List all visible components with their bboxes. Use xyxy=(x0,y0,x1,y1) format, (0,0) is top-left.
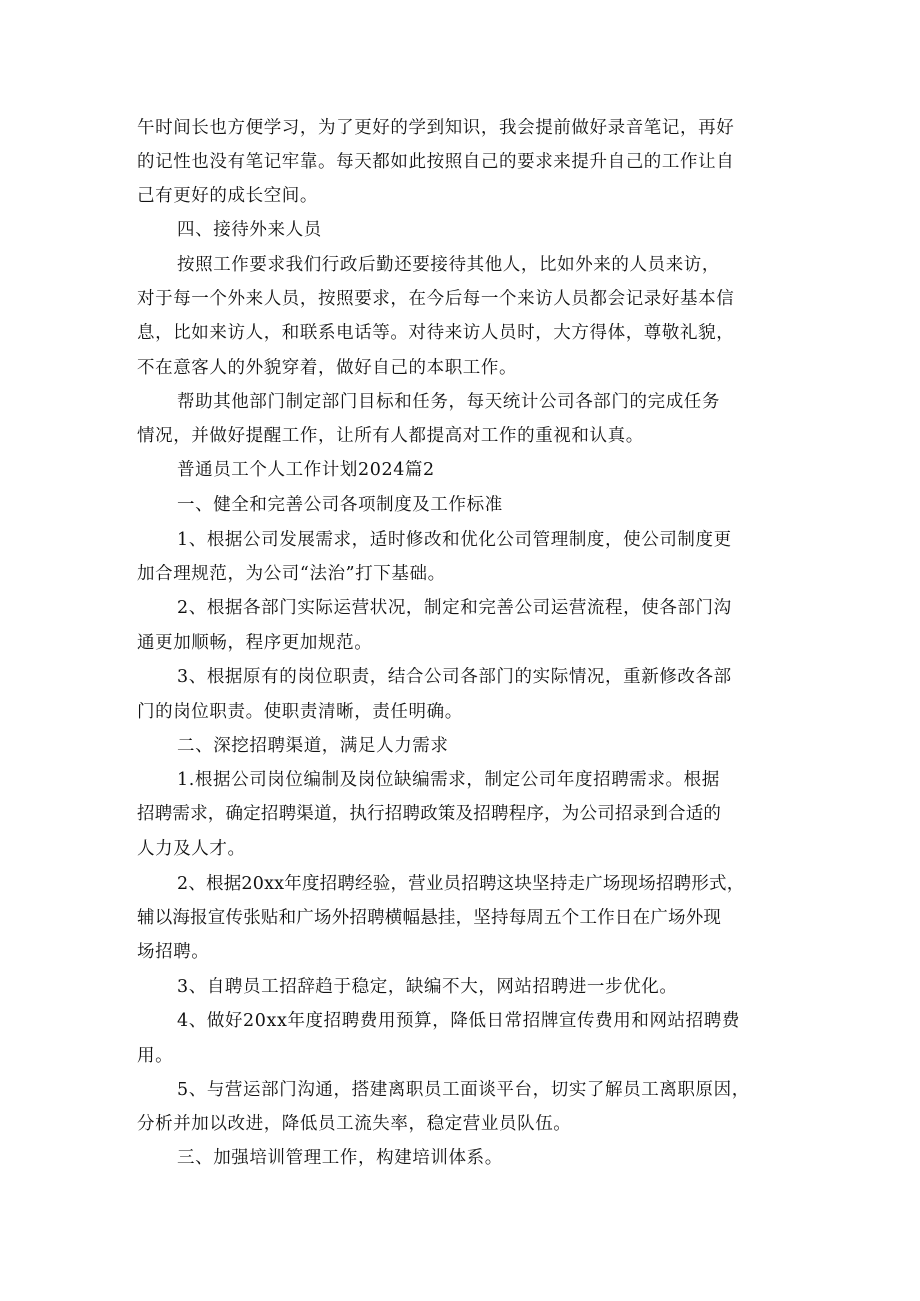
section-heading: 三、加强培训管理工作，构建培训体系。 xyxy=(177,1148,503,1168)
text-line: 1.根据公司岗位编制及岗位缺编需求，制定公司年度招聘需求。根据 xyxy=(177,770,720,790)
text-line: 己有更好的成长空间。 xyxy=(137,186,318,206)
text-line: 招聘需求，确定招聘渠道，执行招聘政策及招聘程序，为公司招录到合适的 xyxy=(137,804,722,824)
text-line: 2、根据各部门实际运营状况，制定和完善公司运营流程，使各部门沟 xyxy=(177,598,732,618)
text-line: 分析并加以改进，降低员工流失率，稳定营业员队伍。 xyxy=(137,1114,572,1134)
text-line: 午时间长也方便学习，为了更好的学到知识，我会提前做好录音笔记，再好 xyxy=(137,118,735,138)
text-line: 用。 xyxy=(137,1046,174,1066)
section-heading: 四、接待外来人员 xyxy=(177,220,322,240)
text-line: 门的岗位职责。使职责清晰，责任明确。 xyxy=(137,702,463,722)
text-line: 4、做好20xx年度招聘费用预算，降低日常招牌宣传费用和网站招聘费 xyxy=(177,1011,740,1031)
text-line: 场招聘。 xyxy=(137,942,210,962)
text-line: 3、根据原有的岗位职责，结合公司各部门的实际情况，重新修改各部 xyxy=(177,667,732,687)
text-line: 人力及人才。 xyxy=(137,839,246,859)
text-line: 辅以海报宣传张贴和广场外招聘横幅悬挂，坚持每周五个工作日在广场外现 xyxy=(137,908,722,928)
text-line: 按照工作要求我们行政后勤还要接待其他人，比如外来的人员来访， xyxy=(177,255,720,275)
text-line: 的记性也没有笔记牢靠。每天都如此按照自己的要求来提升自己的工作让自 xyxy=(137,152,735,172)
text-line: 情况，并做好提醒工作，让所有人都提高对工作的重视和认真。 xyxy=(137,426,644,446)
text-line: 不在意客人的外貌穿着，做好自己的本职工作。 xyxy=(137,358,518,378)
text-line: 对于每一个外来人员，按照要求，在今后每一个来访人员都会记录好基本信 xyxy=(137,289,735,309)
text-line: 加合理规范，为公司“法治”打下基础。 xyxy=(137,564,446,584)
text-line: 帮助其他部门制定部门目标和任务，每天统计公司各部门的完成任务 xyxy=(177,392,720,412)
text-line: 5、与营运部门沟通，搭建离职员工面谈平台，切实了解员工离职原因， xyxy=(177,1080,750,1100)
subtitle: 普通员工个人工作计划2024篇2 xyxy=(177,460,435,480)
text-line: 1、根据公司发展需求，适时修改和优化公司管理制度，使公司制度更 xyxy=(177,530,732,550)
section-heading: 一、健全和完善公司各项制度及工作标准 xyxy=(177,495,503,515)
text-line: 通更加顺畅，程序更加规范。 xyxy=(137,633,373,653)
text-line: 3、自聘员工招辞趋于稳定，缺编不大，网站招聘进一步优化。 xyxy=(177,977,678,997)
text-line: 2、根据20xx年度招聘经验，营业员招聘这块坚持走广场现场招聘形式， xyxy=(177,874,745,894)
text-line: 息，比如来访人，和联系电话等。对待来访人员时，大方得体，尊敬礼貌， xyxy=(137,323,735,343)
section-heading: 二、深挖招聘渠道，满足人力需求 xyxy=(177,736,449,756)
